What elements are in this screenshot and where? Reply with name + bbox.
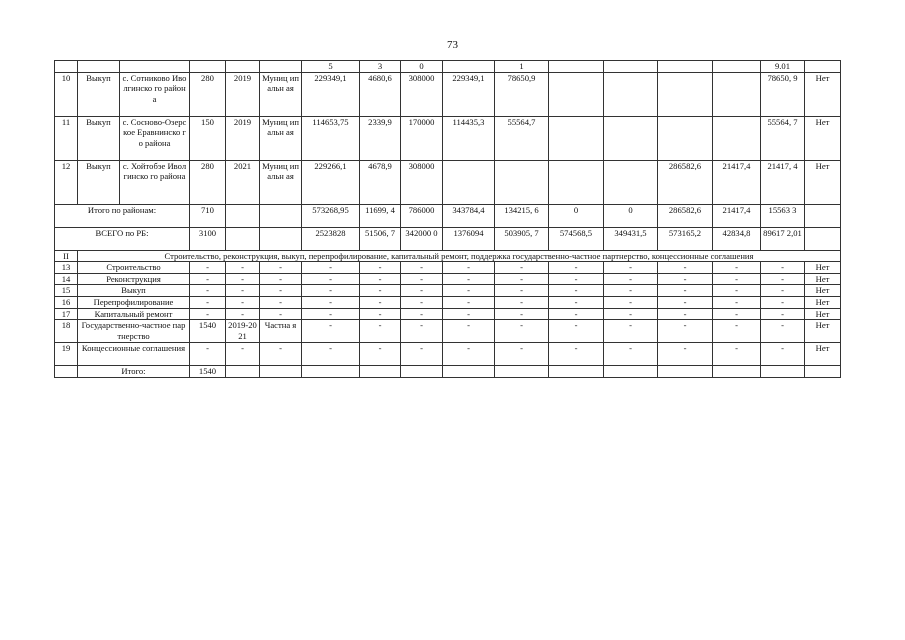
section-row-name: Перепрофилирование <box>78 296 190 308</box>
dash-cell: - <box>401 273 443 285</box>
table-cell <box>190 61 226 73</box>
section-row-name: Государственно-частное партнерство <box>78 320 190 343</box>
dash-cell: - <box>658 273 713 285</box>
table-cell: 503905, 7 <box>495 227 549 250</box>
dash-cell: - <box>604 320 658 343</box>
section-row <box>55 296 841 308</box>
rb-total-row <box>55 227 841 250</box>
continuation-row <box>55 61 841 73</box>
table-cell: Нет <box>805 116 841 160</box>
table-cell <box>495 160 549 204</box>
dash-cell: - <box>360 296 401 308</box>
table-cell: Нет <box>805 296 841 308</box>
table-cell: 3 <box>360 61 401 73</box>
table-cell: 150 <box>190 116 226 160</box>
dash-cell: - <box>549 308 604 320</box>
table-cell <box>658 61 713 73</box>
dash-cell: - <box>761 320 805 343</box>
table-cell: 349431,5 <box>604 227 658 250</box>
table-cell <box>658 72 713 116</box>
table-cell <box>302 366 360 378</box>
table-cell: - <box>260 262 302 274</box>
table-cell: 21417,4 <box>713 204 761 227</box>
dash-cell: - <box>443 343 495 366</box>
table-cell: - <box>226 308 260 320</box>
dash-cell: - <box>713 296 761 308</box>
section-row <box>55 343 841 366</box>
dash-cell: - <box>401 343 443 366</box>
table-cell <box>360 366 401 378</box>
table-cell: Выкуп <box>78 160 120 204</box>
dash-cell: - <box>761 296 805 308</box>
table-cell: 308000 <box>401 72 443 116</box>
table-cell: 0 <box>604 204 658 227</box>
dash-cell: - <box>713 343 761 366</box>
section-row-name: Строительство <box>78 262 190 274</box>
dash-cell: - <box>761 343 805 366</box>
dash-cell: - <box>604 273 658 285</box>
table-cell: 55564,7 <box>495 116 549 160</box>
section-row-name: Концессионные соглашения <box>78 343 190 366</box>
table-cell: 9.01 <box>761 61 805 73</box>
table-cell <box>604 72 658 116</box>
table-cell <box>713 366 761 378</box>
dash-cell: - <box>713 262 761 274</box>
table-cell: 229349,1 <box>443 72 495 116</box>
table-cell: Частна я <box>260 320 302 343</box>
table-cell: 2019 <box>226 116 260 160</box>
table-cell <box>55 366 78 378</box>
dash-cell: - <box>401 296 443 308</box>
table-cell: Муниц ипальн ая <box>260 116 302 160</box>
table-cell: 15 <box>55 285 78 297</box>
table-cell: - <box>226 296 260 308</box>
table-cell <box>260 204 302 227</box>
table-cell: Нет <box>805 308 841 320</box>
table-cell: 21417, 4 <box>761 160 805 204</box>
table-cell: 229266,1 <box>302 160 360 204</box>
table-cell: 19 <box>55 343 78 366</box>
table-cell: 21417,4 <box>713 160 761 204</box>
table-cell <box>658 116 713 160</box>
table-cell: - <box>190 285 226 297</box>
budget-table <box>54 60 841 378</box>
table-cell: 11699, 4 <box>360 204 401 227</box>
table-cell: 4680,6 <box>360 72 401 116</box>
table-cell: 5 <box>302 61 360 73</box>
table-cell: 55564, 7 <box>761 116 805 160</box>
table-cell: 15563 3 <box>761 204 805 227</box>
dash-cell: - <box>401 320 443 343</box>
dash-cell: - <box>495 343 549 366</box>
table-cell: - <box>260 343 302 366</box>
table-cell <box>604 116 658 160</box>
dash-cell: - <box>302 343 360 366</box>
section-header-row <box>55 250 841 262</box>
dash-cell: - <box>401 308 443 320</box>
dash-cell: - <box>549 320 604 343</box>
dash-cell: - <box>761 308 805 320</box>
dash-cell: - <box>604 262 658 274</box>
final-total-row <box>55 366 841 378</box>
page-number: 73 <box>447 39 458 51</box>
table-cell: - <box>226 262 260 274</box>
table-cell: с. Сосново-Озерское Еравнинско го района <box>120 116 190 160</box>
dash-cell: - <box>549 296 604 308</box>
dash-cell: - <box>495 320 549 343</box>
table-cell <box>226 204 260 227</box>
dash-cell: - <box>549 343 604 366</box>
section-row <box>55 285 841 297</box>
dash-cell: - <box>495 285 549 297</box>
table-cell: 17 <box>55 308 78 320</box>
dash-cell: - <box>302 320 360 343</box>
table-cell <box>549 61 604 73</box>
dash-cell: - <box>443 320 495 343</box>
table-cell: 2019 <box>226 72 260 116</box>
dash-cell: - <box>401 262 443 274</box>
table-cell: 2523828 <box>302 227 360 250</box>
section-row-name: Выкуп <box>78 285 190 297</box>
table-cell: 1 <box>495 61 549 73</box>
table-cell: 78650, 9 <box>761 72 805 116</box>
dash-cell: - <box>443 285 495 297</box>
table-cell: Нет <box>805 285 841 297</box>
dash-cell: - <box>658 285 713 297</box>
dash-cell: - <box>761 285 805 297</box>
section-row <box>55 320 841 343</box>
table-cell: 114435,3 <box>443 116 495 160</box>
table-cell: - <box>190 296 226 308</box>
dash-cell: - <box>302 262 360 274</box>
table-cell: 1376094 <box>443 227 495 250</box>
table-cell: Выкуп <box>78 72 120 116</box>
table-cell: Нет <box>805 72 841 116</box>
dash-cell: - <box>495 262 549 274</box>
dash-cell: - <box>549 285 604 297</box>
data-row <box>55 116 841 160</box>
dash-cell: - <box>604 308 658 320</box>
table-cell: 134215, 6 <box>495 204 549 227</box>
table-cell <box>55 61 78 73</box>
dash-cell: - <box>360 308 401 320</box>
section-row-name: Капитальный ремонт <box>78 308 190 320</box>
dash-cell: - <box>495 296 549 308</box>
table-cell: Нет <box>805 320 841 343</box>
table-cell: 0 <box>401 61 443 73</box>
section-row-name: Реконструкция <box>78 273 190 285</box>
table-cell: 2021 <box>226 160 260 204</box>
table-cell: - <box>190 273 226 285</box>
table-cell: 114653,75 <box>302 116 360 160</box>
data-row <box>55 72 841 116</box>
dash-cell: - <box>302 273 360 285</box>
section-row <box>55 308 841 320</box>
table-cell: Выкуп <box>78 116 120 160</box>
table-cell <box>805 61 841 73</box>
dash-cell: - <box>401 285 443 297</box>
dash-cell: - <box>713 308 761 320</box>
table-cell: 170000 <box>401 116 443 160</box>
table-cell: 16 <box>55 296 78 308</box>
table-cell: 2019-2021 <box>226 320 260 343</box>
table-cell: 573165,2 <box>658 227 713 250</box>
dash-cell: - <box>658 296 713 308</box>
district-total-row <box>55 204 841 227</box>
table-cell <box>604 160 658 204</box>
table-cell: Муниц ипальн ая <box>260 160 302 204</box>
table-cell <box>549 366 604 378</box>
dash-cell: - <box>549 273 604 285</box>
table-cell: 14 <box>55 273 78 285</box>
table-cell <box>120 61 190 73</box>
table-cell: - <box>226 343 260 366</box>
table-cell: Нет <box>805 160 841 204</box>
table-cell: Нет <box>805 262 841 274</box>
table-cell: 280 <box>190 72 226 116</box>
dash-cell: - <box>360 273 401 285</box>
table-cell: 2339,9 <box>360 116 401 160</box>
dash-cell: - <box>360 285 401 297</box>
table-cell: 42834,8 <box>713 227 761 250</box>
table-cell <box>443 61 495 73</box>
table-cell: - <box>260 273 302 285</box>
dash-cell: - <box>302 308 360 320</box>
table-cell: 229349,1 <box>302 72 360 116</box>
table-cell <box>805 204 841 227</box>
final-total-label: Итого: <box>78 366 190 378</box>
rb-total-label: ВСЕГО по РБ: <box>55 227 190 250</box>
dash-cell: - <box>604 285 658 297</box>
table-cell <box>604 366 658 378</box>
table-cell <box>260 227 302 250</box>
table-cell: - <box>260 308 302 320</box>
table-cell: - <box>260 285 302 297</box>
table-cell: Нет <box>805 343 841 366</box>
dash-cell: - <box>302 296 360 308</box>
dash-cell: - <box>302 285 360 297</box>
table-cell: - <box>260 296 302 308</box>
table-cell <box>226 61 260 73</box>
table-cell: 11 <box>55 116 78 160</box>
dash-cell: - <box>713 285 761 297</box>
table-cell: 574568,5 <box>549 227 604 250</box>
dash-cell: - <box>658 308 713 320</box>
table-cell <box>495 366 549 378</box>
dash-cell: - <box>443 273 495 285</box>
table-cell: 0 <box>549 204 604 227</box>
table-cell: Муниц ипальн ая <box>260 72 302 116</box>
table-cell: 18 <box>55 320 78 343</box>
table-cell <box>658 366 713 378</box>
dash-cell: - <box>658 262 713 274</box>
table-cell: 10 <box>55 72 78 116</box>
table-cell <box>805 366 841 378</box>
dash-cell: - <box>658 320 713 343</box>
table-cell: 308000 <box>401 160 443 204</box>
dash-cell: - <box>713 273 761 285</box>
table-cell <box>549 72 604 116</box>
dash-cell: - <box>761 262 805 274</box>
table-cell <box>713 61 761 73</box>
dash-cell: - <box>443 262 495 274</box>
table-cell: с. Хойтобэе Иволгинско го района <box>120 160 190 204</box>
dash-cell: - <box>443 308 495 320</box>
dash-cell: - <box>495 273 549 285</box>
section-number: II <box>55 250 78 262</box>
table-cell <box>401 366 443 378</box>
table-cell <box>713 116 761 160</box>
table-cell <box>805 227 841 250</box>
table-cell: 280 <box>190 160 226 204</box>
table-cell: 573268,95 <box>302 204 360 227</box>
data-row <box>55 160 841 204</box>
table-cell: 286582,6 <box>658 160 713 204</box>
table-cell: - <box>190 343 226 366</box>
section-row <box>55 262 841 274</box>
table-cell <box>226 366 260 378</box>
dash-cell: - <box>443 296 495 308</box>
dash-cell: - <box>658 343 713 366</box>
table-cell: - <box>226 273 260 285</box>
table-cell: 89617 2,01 <box>761 227 805 250</box>
table-cell <box>443 366 495 378</box>
table-cell: - <box>226 285 260 297</box>
dash-cell: - <box>604 296 658 308</box>
table-cell <box>226 227 260 250</box>
table-cell: Нет <box>805 273 841 285</box>
table-cell: 51506, 7 <box>360 227 401 250</box>
table-cell: - <box>190 308 226 320</box>
table-cell: 4678,9 <box>360 160 401 204</box>
table-cell: с. Сотниково Иволгинско го района <box>120 72 190 116</box>
table-cell <box>604 61 658 73</box>
dash-cell: - <box>360 320 401 343</box>
dash-cell: - <box>495 308 549 320</box>
table-cell: 12 <box>55 160 78 204</box>
section-row <box>55 273 841 285</box>
table-cell: 342000 0 <box>401 227 443 250</box>
table-cell <box>260 366 302 378</box>
table-cell <box>549 116 604 160</box>
dash-cell: - <box>360 262 401 274</box>
section-title: Строительство, реконструкция, выкуп, перепрофилирование, капитальный ремонт, поддержка государственно-частное партнерство, концессионные соглашения <box>78 250 841 262</box>
table-cell: - <box>190 262 226 274</box>
table-cell: 1540 <box>190 320 226 343</box>
table-cell <box>761 366 805 378</box>
dash-cell: - <box>360 343 401 366</box>
table-cell <box>443 160 495 204</box>
table-cell <box>549 160 604 204</box>
table-cell: 710 <box>190 204 226 227</box>
table-cell: 343784,4 <box>443 204 495 227</box>
dash-cell: - <box>549 262 604 274</box>
table-cell <box>260 61 302 73</box>
district-total-label: Итого по районам: <box>55 204 190 227</box>
table-cell <box>713 72 761 116</box>
table-cell: 78650,9 <box>495 72 549 116</box>
table-cell: 13 <box>55 262 78 274</box>
dash-cell: - <box>713 320 761 343</box>
final-total-value: 1540 <box>190 366 226 378</box>
dash-cell: - <box>761 273 805 285</box>
table-cell: 786000 <box>401 204 443 227</box>
table-cell: 286582,6 <box>658 204 713 227</box>
table-cell: 3100 <box>190 227 226 250</box>
dash-cell: - <box>604 343 658 366</box>
table-cell <box>78 61 120 73</box>
